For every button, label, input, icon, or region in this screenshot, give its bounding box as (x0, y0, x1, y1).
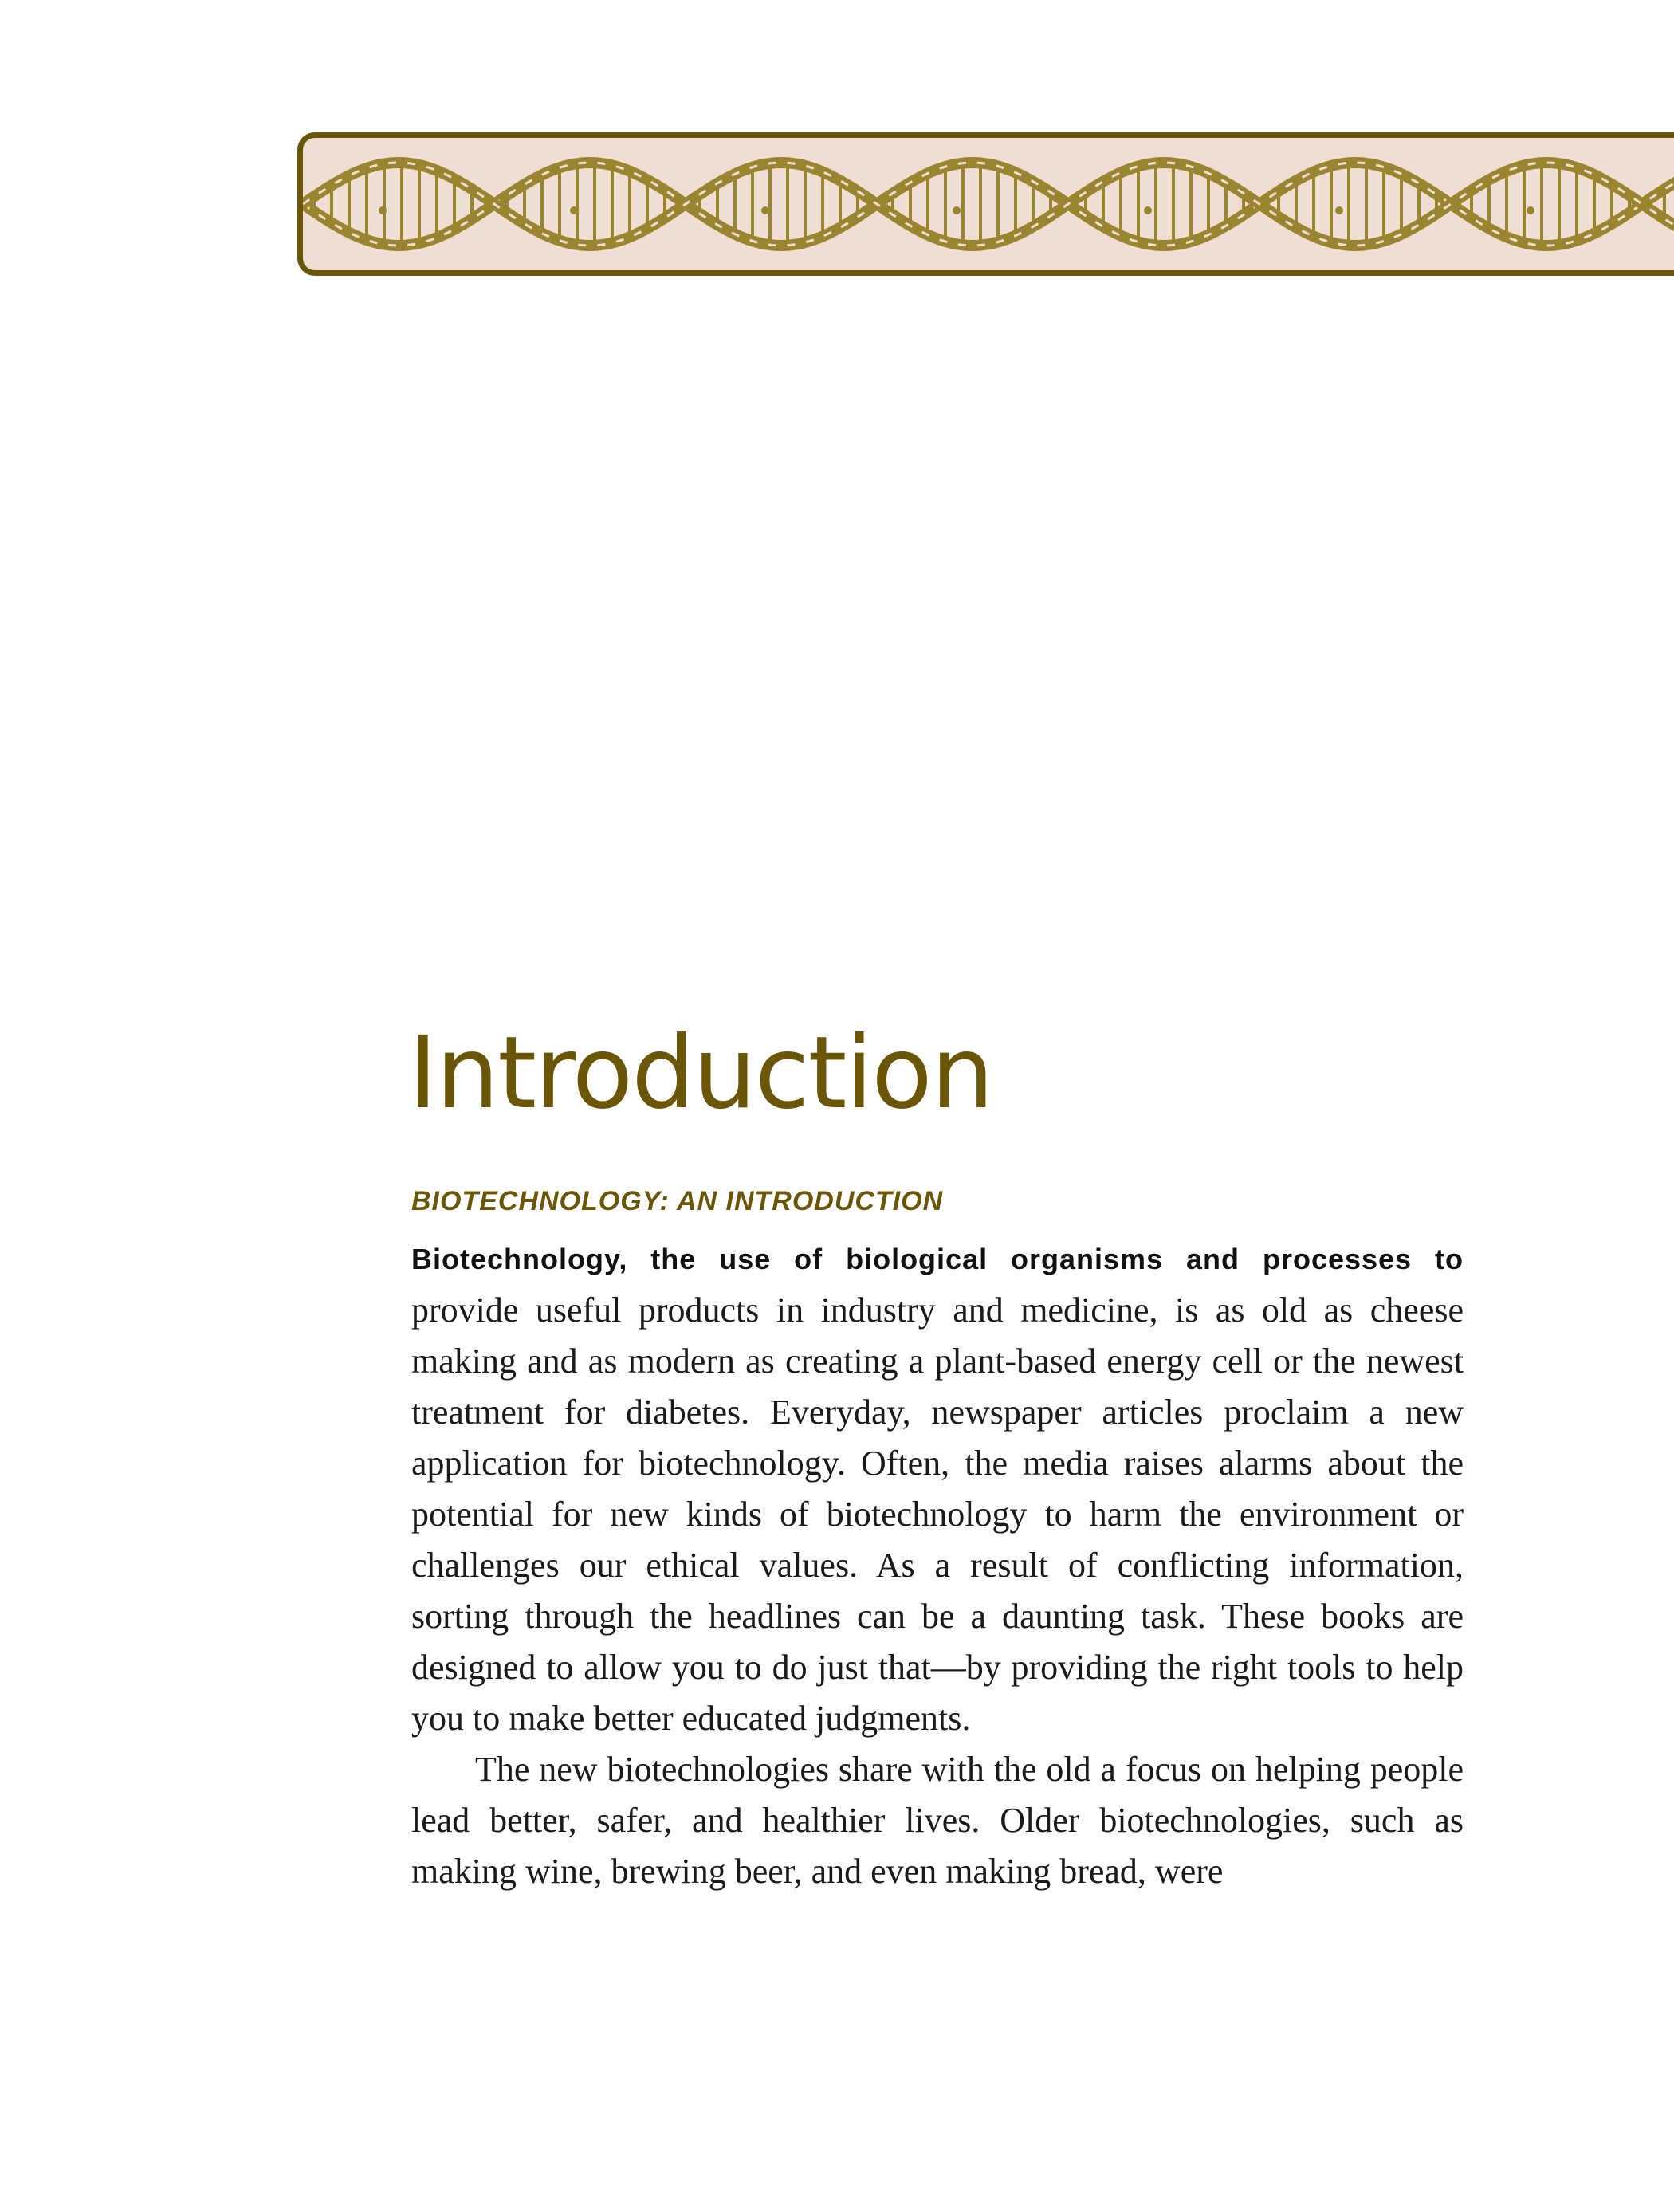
dna-banner (297, 132, 1674, 276)
dna-double-helix-icon (303, 138, 1674, 270)
paragraph-text: provide useful products in industry and medicine, is as old as cheese making and as modern as creating a plant-based energy cell or the newest treatment for diabetes. Everyday, newspaper articles proclaim a new application for biotechnology. Often, the media raises alarms about the potential for new kinds of biotechnology to harm the environment or challenges our ethical values. As a result of conflicting information, sorting through the headlines can be a daunting task. These books are designed to allow you to do just that—by providing the right tools to help you to make better educated judgments. (411, 1291, 1464, 1738)
helix-dot (570, 206, 578, 214)
chapter-title: Introduction (408, 1016, 992, 1131)
helix-dot (1144, 206, 1152, 214)
lead-in-text: Biotechnology, the use of biological organisms and processes to (411, 1243, 1464, 1275)
helix-dot (379, 206, 387, 214)
helix-dot (1527, 206, 1534, 214)
helix-dot (1335, 206, 1343, 214)
body-text (411, 1232, 1464, 1897)
paragraph: The new biotechnologies share with the old a focus on helping people lead better, safer, and healthier lives. Older biotechnologies, such as making wine, brewing beer, and even making bread, were (411, 1750, 1464, 1891)
paragraph (411, 1232, 1464, 1744)
section-heading: BIOTECHNOLOGY: AN INTRODUCTION (411, 1186, 944, 1216)
helix-dot (761, 206, 769, 214)
helix-dot (953, 206, 961, 214)
